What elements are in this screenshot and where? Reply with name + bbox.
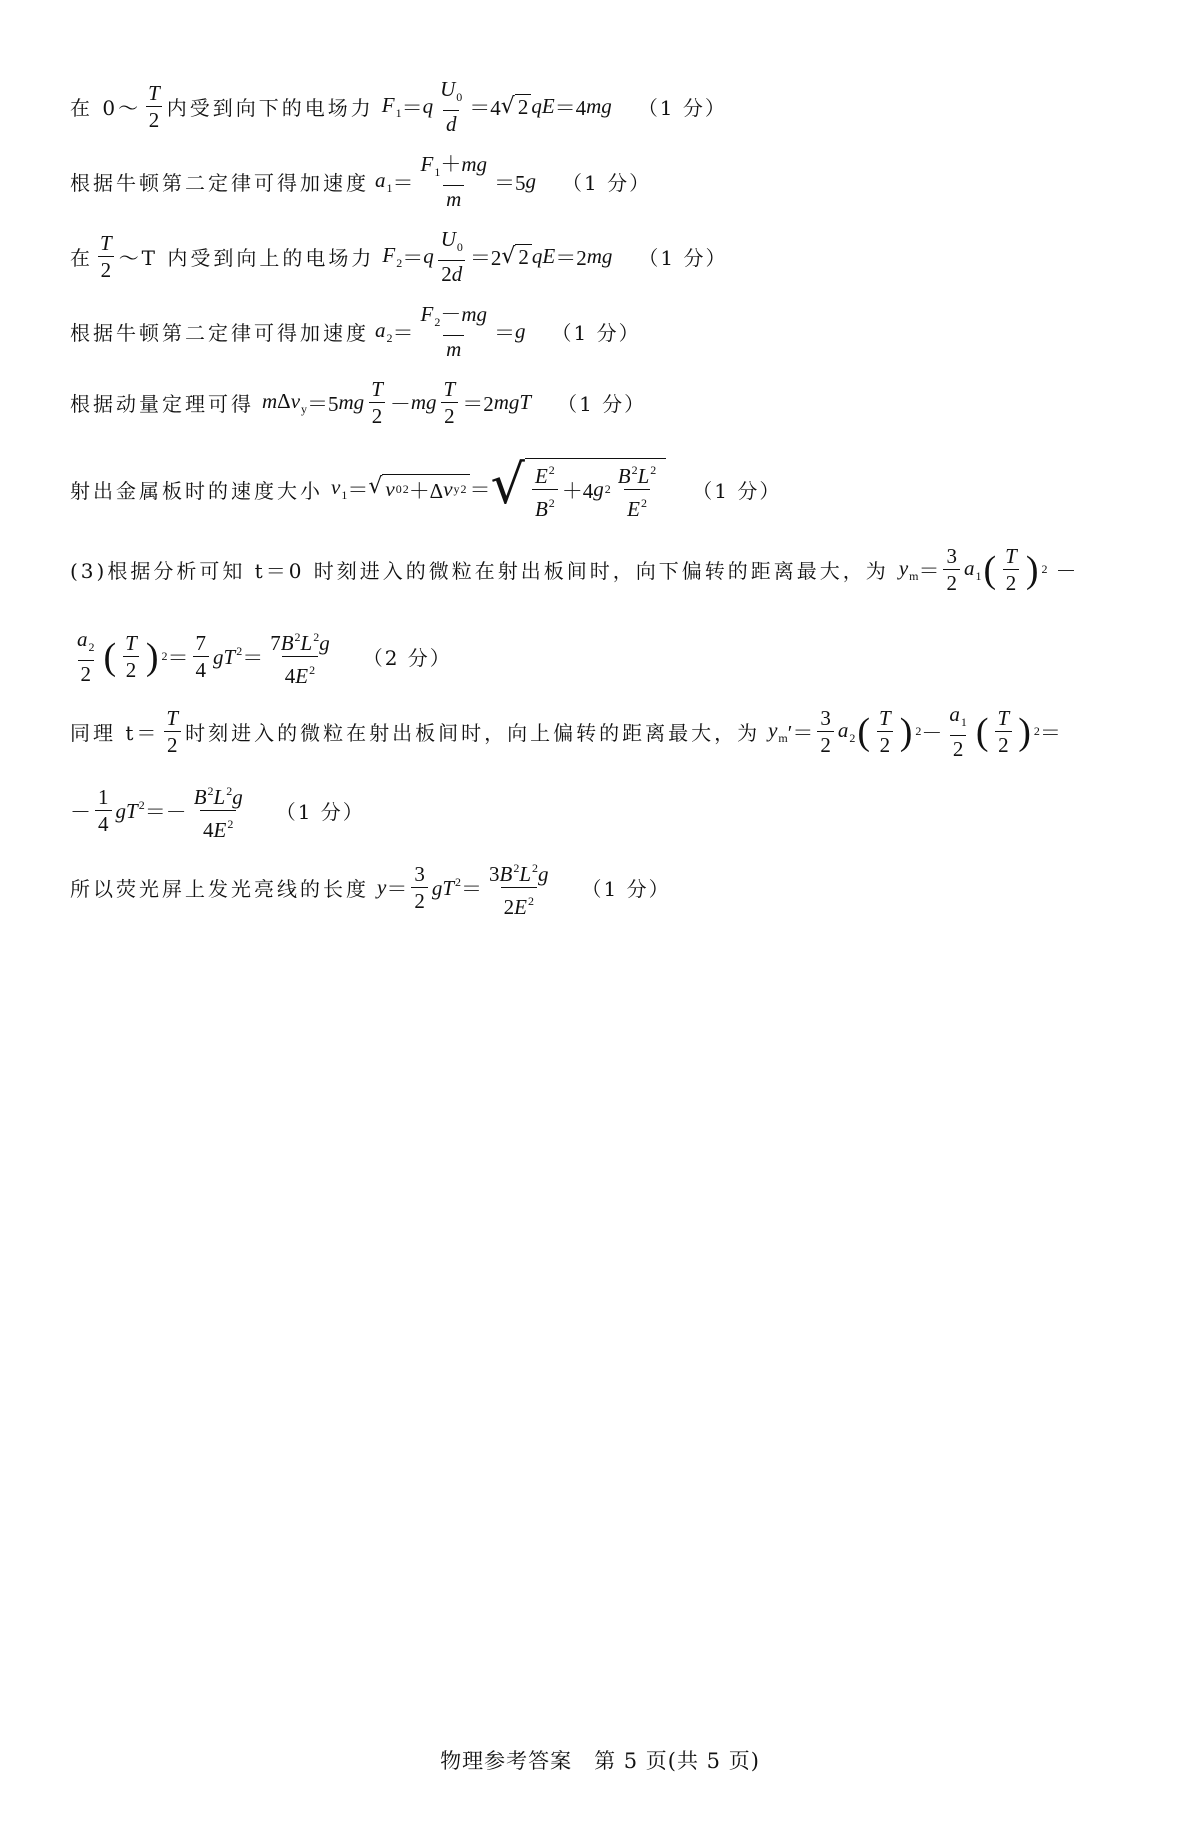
line-3-prefix: 在 xyxy=(70,246,93,270)
fraction-a1-over-2: $\frac{a_1}{2}$ xyxy=(949,702,967,761)
answer-line-3: 在 $\frac{T}{2}$ ～T 内受到向上的电场力 $F_2$ ＝ q $\frac{U_0}{2d}$ ＝2 √ 2 qE ＝2 mg （1 分） xyxy=(70,227,728,286)
fraction-7-over-4: $\frac{7}{4}$ xyxy=(193,632,210,681)
line-7-text: (3)根据分析可知 t＝0 时刻进入的微粒在射出板间时，向下偏转的距离最大，为 xyxy=(70,559,889,583)
answer-line-8: $\frac{a_2}{2}$ ( $\frac{T}{2}$ ) 2 ＝ $\frac{7}{4}$ $gT^2$ ＝ $\frac{7B^2L^2g}{4E^2}$ （2 分） xyxy=(70,626,1140,687)
fraction-a2-over-2: $\frac{a_2}{2}$ xyxy=(77,627,95,686)
line-9-prefix: 同理 t＝ xyxy=(70,721,160,745)
score-line-10: （1 分） xyxy=(275,800,365,824)
sqrt-big-expression: √ $\frac{E^2}{B^2}$ ＋4 g 2 $\frac{B^2L^2}{E^2}$ xyxy=(491,458,667,520)
fraction-T-over-2: $\frac{T}{2}$ xyxy=(97,232,115,281)
sqrt-2: √ 2 xyxy=(501,94,532,120)
fraction-T-over-2: $\frac{T}{2}$ xyxy=(995,707,1013,756)
fraction-T-over-2: $\frac{T}{2}$ xyxy=(122,632,140,681)
fraction-U0-over-2d: $\frac{U_0}{2d}$ xyxy=(438,228,466,285)
score-line-4: （1 分） xyxy=(551,321,641,345)
fraction-F1-plus-mg-over-m: $\frac{F_1+mg}{m}$ xyxy=(420,152,487,211)
line-3-text: ～T 内受到向上的电场力 xyxy=(118,246,375,270)
score-line-3: （1 分） xyxy=(638,246,728,270)
score-line-8: （2 分） xyxy=(362,646,452,670)
fraction-B2L2g-over-4E2: $\frac{B^2L^2g}{4E^2}$ xyxy=(193,784,243,842)
score-line-2: （1 分） xyxy=(562,171,652,195)
line-4-text: 根据牛顿第二定律可得加速度 xyxy=(70,321,369,345)
fraction-T-over-2: $\frac{T}{2}$ xyxy=(145,82,163,131)
answer-line-5: 根据动量定理可得 mΔv$_y$ ＝5 mg $\frac{T}{2}$ － mg $\frac{T}{2}$ ＝2 mgT （1 分） xyxy=(70,377,647,428)
fraction-T-over-2: $\frac{T}{2}$ xyxy=(876,707,894,756)
fraction-3B2L2g-over-2E2: $\frac{3B^2L^2g}{2E^2}$ xyxy=(489,861,549,919)
fraction-T-over-2: $\frac{T}{2}$ xyxy=(1002,545,1020,594)
fraction-T-over-2: $\frac{T}{2}$ xyxy=(368,378,386,427)
sqrt-v0-squared-plus-dvy-squared: √ v 0 2 ＋Δ v y 2 xyxy=(368,474,469,505)
answer-line-1: 在 0～ $\frac{T}{2}$ 内受到向下的电场力 $F_1$ ＝ q $\frac{U_0}{d}$ ＝4 √ 2 qE ＝4 mg （1 分） xyxy=(70,77,727,136)
fraction-3-over-2: $\frac{3}{2}$ xyxy=(943,545,960,594)
sqrt-2: √ 2 xyxy=(501,244,532,270)
line-6-text: 射出金属板时的速度大小 xyxy=(70,478,323,503)
answer-line-7: (3)根据分析可知 t＝0 时刻进入的微粒在射出板间时，向下偏转的距离最大，为 $y_m$ ＝ $\frac{3}{2}$ $a_1$ ( $\frac{T}{2}$ ) 2 － xyxy=(70,544,1077,595)
score-line-6: （1 分） xyxy=(692,478,782,503)
answer-line-11: 所以荧光屏上发光亮线的长度 y ＝ $\frac{3}{2}$ $gT^2$ ＝ $\frac{3B^2L^2g}{2E^2}$ （1 分） xyxy=(70,857,1140,918)
page-footer: 物理参考答案 第 5 页(共 5 页) xyxy=(440,1749,760,1773)
answer-line-9: 同理 t＝ $\frac{T}{2}$ 时刻进入的微粒在射出板间时，向上偏转的距离最大，为 $y_m$ ′＝ $\frac{3}{2}$ $a_2$ ( $\frac{T}{2}$ ) 2 － $\frac{a_1}{2}$ ( $\frac{T}{2}$ ) 2 ＝ xyxy=(70,702,1061,761)
fraction-F2-minus-mg-over-m: $\frac{F_2-mg}{m}$ xyxy=(420,302,487,361)
fraction-7B2L2g-over-4E2: $\frac{7B^2L^2g}{4E^2}$ xyxy=(270,630,330,688)
score-line-5: （1 分） xyxy=(557,392,647,416)
fraction-3-over-2: $\frac{3}{2}$ xyxy=(411,863,428,912)
fraction-1-over-4: $\frac{1}{4}$ xyxy=(95,786,112,835)
line-1-prefix: 在 0～ xyxy=(70,96,142,120)
fraction-T-over-2: $\frac{T}{2}$ xyxy=(163,707,181,756)
answer-line-10: － $\frac{1}{4}$ $gT^2$ ＝－ $\frac{B^2L^2g}{4E^2}$ （1 分） xyxy=(70,780,1140,841)
score-line-11: （1 分） xyxy=(581,877,671,901)
line-11-text: 所以荧光屏上发光亮线的长度 xyxy=(70,877,369,901)
line-5-text: 根据动量定理可得 xyxy=(70,392,254,416)
line-9-text: 时刻进入的微粒在射出板间时，向上偏转的距离最大，为 xyxy=(185,721,761,745)
line-2-text: 根据牛顿第二定律可得加速度 xyxy=(70,171,369,195)
fraction-3-over-2: $\frac{3}{2}$ xyxy=(817,707,834,756)
answer-line-6: 射出金属板时的速度大小 $v_1$ ＝ √ v 0 2 ＋Δ v y 2 ＝ √ $\frac{E^2}{B^2}$ ＋4 g 2 $\frac{B^2L^2}{E^2}$ （1 分） xyxy=(70,453,782,521)
answer-line-4: 根据牛顿第二定律可得加速度 $a_2$ ＝ $\frac{F_2-mg}{m}$ ＝ g （1 分） xyxy=(70,302,641,361)
answer-line-2: 根据牛顿第二定律可得加速度 $a_1$ ＝ $\frac{F_1+mg}{m}$ ＝5 g （1 分） xyxy=(70,152,652,211)
fraction-U0-over-d: $\frac{U_0}{d}$ xyxy=(440,77,463,136)
score-line-1: （1 分） xyxy=(637,96,727,120)
fraction-T-over-2: $\frac{T}{2}$ xyxy=(441,378,459,427)
line-1-text: 内受到向下的电场力 xyxy=(166,96,374,120)
